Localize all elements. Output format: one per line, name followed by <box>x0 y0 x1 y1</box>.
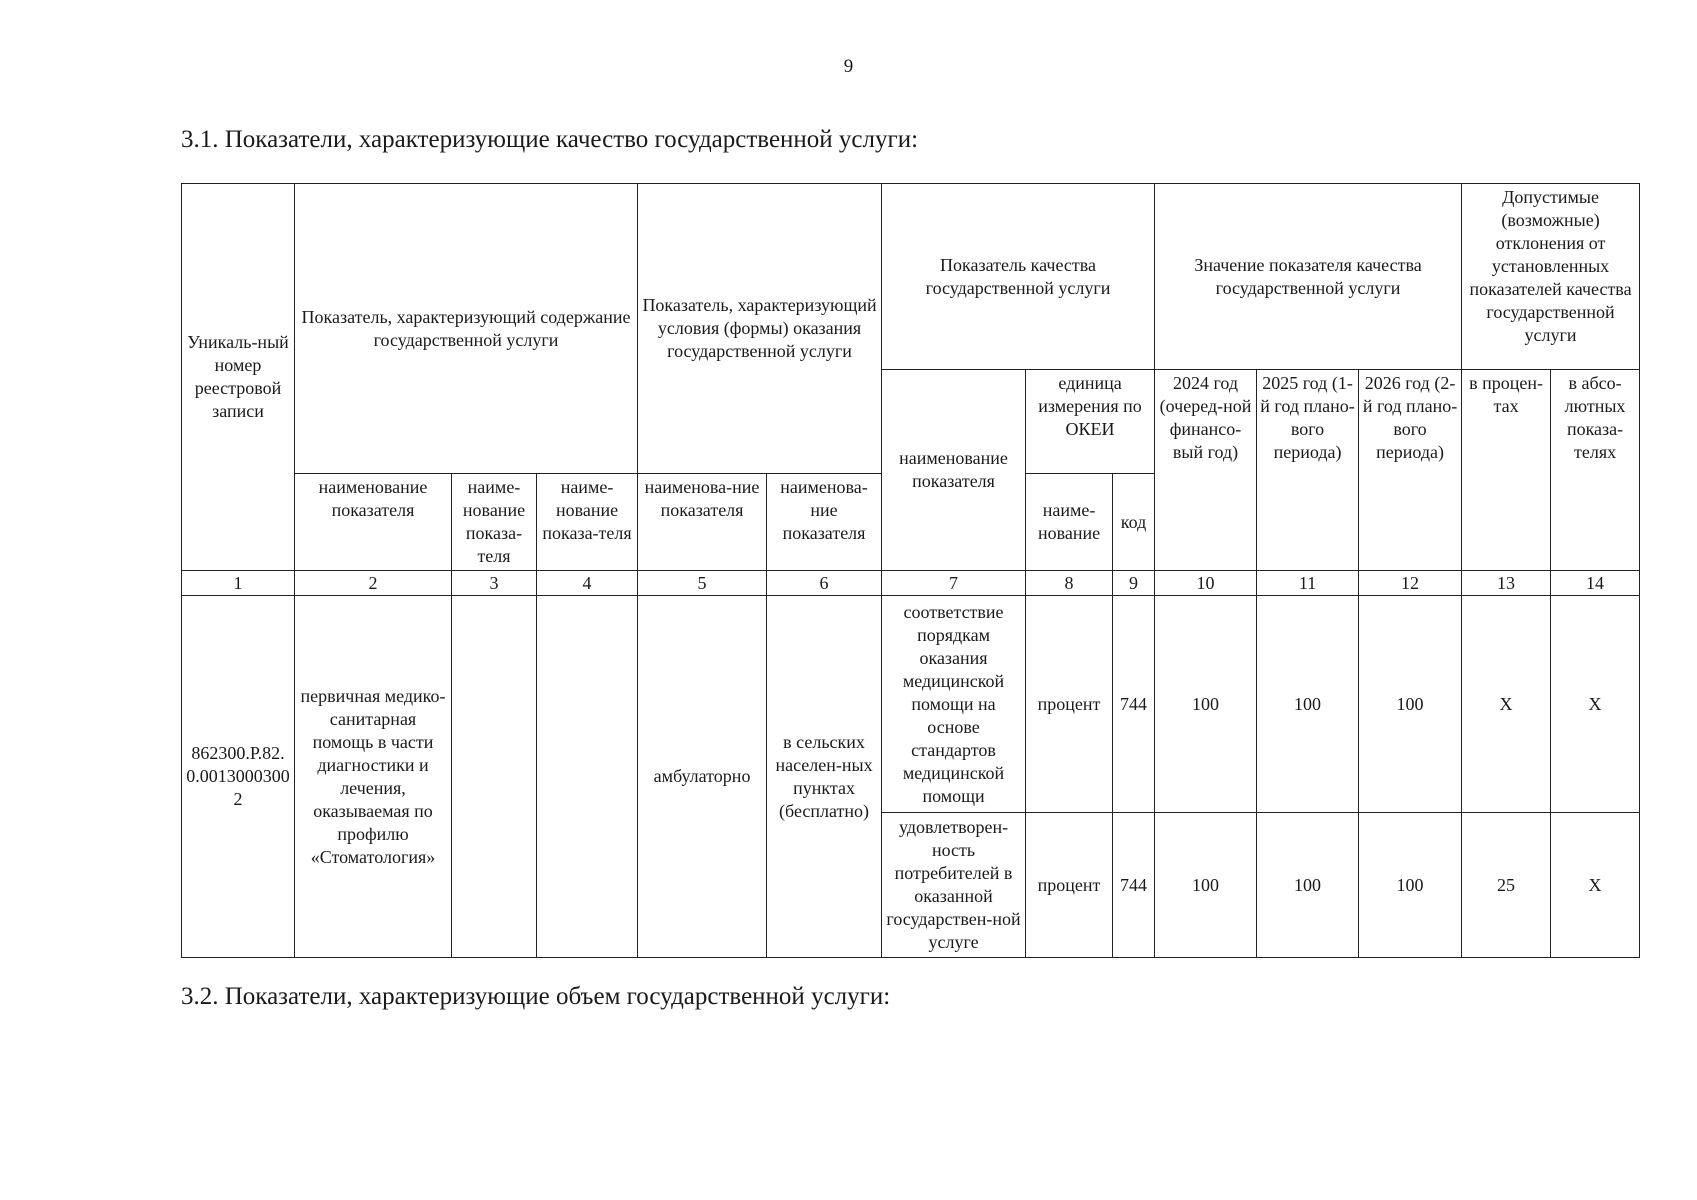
column-number: 11 <box>1257 571 1359 596</box>
row-unit-code: 744 <box>1113 813 1155 958</box>
row-unit-name: процент <box>1026 596 1113 813</box>
header-unit-code: код <box>1113 474 1155 571</box>
header-indicator-name-4: наиме-нование показа-теля <box>537 474 638 571</box>
record-col4 <box>537 596 638 958</box>
record-content: первичная медико-санитарная помощь в части диагностики и лечения, оказываемая по профилю «Стоматология» <box>295 596 452 958</box>
section-3-2-title: 3.2. Показатели, характеризующие объем государственной услуги: <box>181 983 891 1010</box>
row-deviation-percent: Х <box>1462 596 1551 813</box>
record-conditions: в сельских населен-ных пунктах (бесплатно) <box>767 596 882 958</box>
header-unit-name: наиме-нование <box>1026 474 1113 571</box>
row-indicator: соответствие порядкам оказания медицинской помощи на основе стандартов медицинской помощи <box>882 596 1026 813</box>
header-indicator-name-3: наиме-нование показа-теля <box>452 474 537 571</box>
page-number: 9 <box>843 56 854 77</box>
column-number: 10 <box>1155 571 1257 596</box>
column-number: 7 <box>882 571 1026 596</box>
record-form: амбулаторно <box>638 596 767 958</box>
table-row <box>182 596 1640 813</box>
row-value-2024: 100 <box>1155 813 1257 958</box>
row-value-2025: 100 <box>1257 596 1359 813</box>
column-number: 6 <box>767 571 882 596</box>
row-unit-name: процент <box>1026 813 1113 958</box>
header-indicator-name-7: наименование показателя <box>882 370 1026 571</box>
record-unique-number: 862300.Р.82.0.00130003002 <box>182 596 295 958</box>
record-col3 <box>452 596 537 958</box>
column-number: 14 <box>1551 571 1640 596</box>
section-3-1-title: 3.1. Показатели, характеризующие качество государственной услуги: <box>181 126 919 153</box>
row-deviation-percent: 25 <box>1462 813 1551 958</box>
row-value-2026: 100 <box>1359 596 1462 813</box>
column-number: 1 <box>182 571 295 596</box>
row-indicator: удовлетворен-ность потребителей в оказанной государствен-ной услуге <box>882 813 1026 958</box>
column-number: 4 <box>537 571 638 596</box>
header-in-percent: в процен-тах <box>1462 370 1551 571</box>
row-value-2024: 100 <box>1155 596 1257 813</box>
column-number: 8 <box>1026 571 1113 596</box>
header-in-absolute: в абсо-лютных показа-телях <box>1551 370 1640 571</box>
column-numbers-row <box>182 571 1640 596</box>
header-content-indicator: Показатель, характеризующий содержание государственной услуги <box>295 184 638 474</box>
column-number: 13 <box>1462 571 1551 596</box>
header-quality-value: Значение показателя качества государственной услуги <box>1155 184 1462 370</box>
header-indicator-name-5: наименова-ние показателя <box>638 474 767 571</box>
header-allowed-deviations: Допустимые (возможные) отклонения от установленных показателей качества государственной услуги <box>1462 184 1640 370</box>
column-number: 5 <box>638 571 767 596</box>
column-number: 2 <box>295 571 452 596</box>
row-unit-code: 744 <box>1113 596 1155 813</box>
column-number: 12 <box>1359 571 1462 596</box>
row-deviation-absolute: Х <box>1551 813 1640 958</box>
row-value-2026: 100 <box>1359 813 1462 958</box>
column-number: 9 <box>1113 571 1155 596</box>
column-number: 3 <box>452 571 537 596</box>
header-indicator-name-6: наименова-ние показателя <box>767 474 882 571</box>
header-unique-number: Уникаль-ный номер реестровой записи <box>182 184 295 571</box>
row-deviation-absolute: Х <box>1551 596 1640 813</box>
header-unit-okei: единица измерения по ОКЕИ <box>1026 370 1155 474</box>
header-year-2024: 2024 год (очеред-ной финансо-вый год) <box>1155 370 1257 571</box>
header-quality-indicator: Показатель качества государственной услуги <box>882 184 1155 370</box>
header-year-2026: 2026 год (2-й год плано-вого периода) <box>1359 370 1462 571</box>
quality-indicators-table <box>181 183 1640 958</box>
header-conditions-indicator: Показатель, характеризующий условия (формы) оказания государственной услуги <box>638 184 882 474</box>
header-indicator-name-2: наименование показателя <box>295 474 452 571</box>
header-year-2025: 2025 год (1-й год плано-вого периода) <box>1257 370 1359 571</box>
row-value-2025: 100 <box>1257 813 1359 958</box>
